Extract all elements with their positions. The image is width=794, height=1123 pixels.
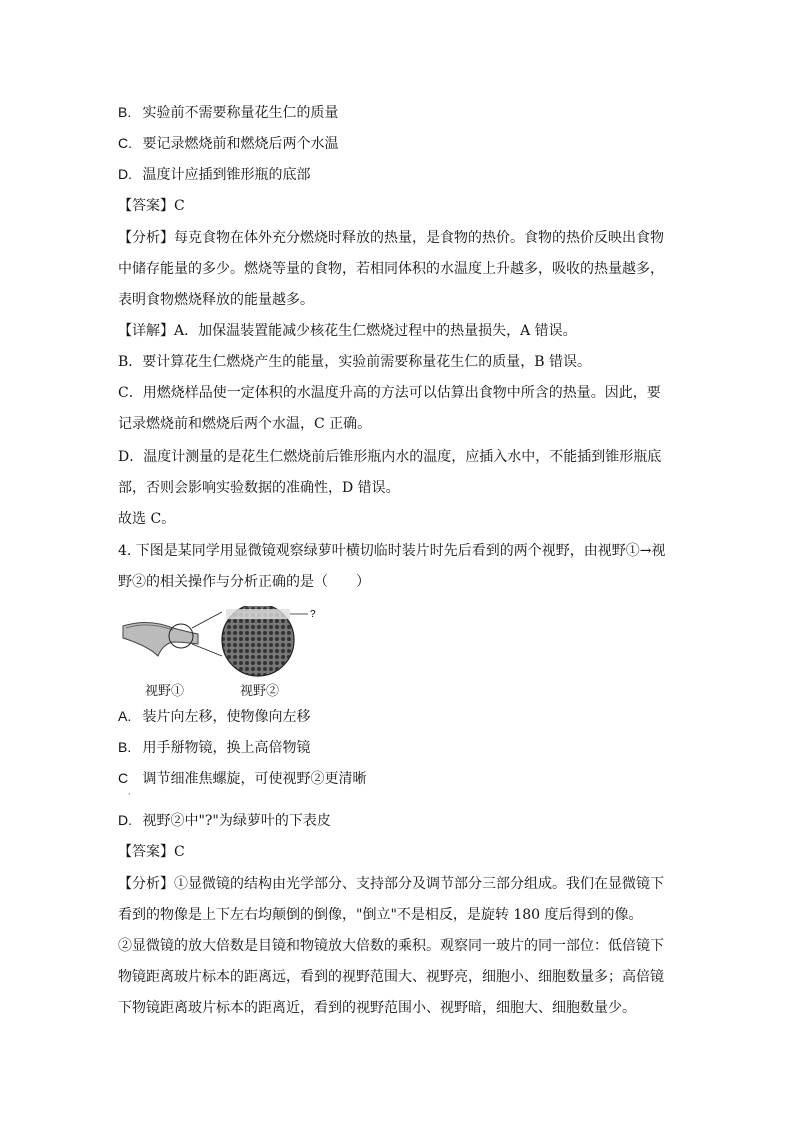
option-key: A. [118,708,132,724]
detail-1-line: 【详解】A．加保温装置能减少核花生仁燃烧过程中的热量损失，A 错误。 [118,323,577,339]
option-d [118,164,310,185]
option-text: 要记录燃烧前和燃烧后两个水温 [142,136,339,152]
detail-1-line: 部，否则会影响实验数据的准确性，D 错误。 [118,480,400,496]
leaf-section-view1 [123,612,222,656]
option-b [118,102,338,123]
option-text: 调节细准焦螺旋，可使视野②更清晰 [142,771,367,787]
label-view2: 视野② [240,684,280,699]
answer-1: 【答案】C [118,198,185,214]
option-text: 实验前不需要称量花生仁的质量 [142,105,339,121]
option-text: 用手掰物镜，换上高倍物镜 [142,740,311,756]
analysis-2-line: 物镜距离玻片标本的距离远，看到的视野范围大、视野亮，细胞小、细胞数量多；高倍镜 [118,969,664,985]
detail-1-line: B．要计算花生仁燃烧产生的能量，实验前需要称量花生仁的质量，B 错误。 [118,354,592,370]
question-4-line: 4. 下图是某同学用显微镜观察绿萝叶横切临时装片时先后看到的两个视野，由视野①→视 [118,543,666,559]
detail-1-line: C．用燃烧样品使一定体积的水温度升高的方法可以估算出食物中所含的热量。因此，要 [118,385,661,401]
option-key: C [118,770,129,786]
analysis-1-line: 中储存能量的多少。燃烧等量的食物，若相同体积的水温度上升越多，吸收的热量越多， [118,261,664,277]
question-mark: ? [310,609,316,620]
answer-2: 【答案】C [118,844,185,860]
q4-option-d [118,810,331,831]
analysis-2-line: 看到的物像是上下左右均颠倒的倒像，"倒立"不是相反，是旋转 180 度后得到的像。 [118,907,643,923]
option-key: B. [118,739,132,755]
analysis-2-line: 【分析】①显微镜的结构由光学部分、支持部分及调节部分三部分组成。我们在显微镜下 [118,876,664,892]
detail-1-line: D．温度计测量的是花生仁燃烧前后锥形瓶内水的温度，应插入水中，不能插到锥形瓶底 [118,449,662,465]
detail-1-line: 故选 C。 [118,511,176,527]
option-text: 装片向左移，使物像向左移 [142,709,311,725]
stray-dot: · [128,790,131,799]
q4-option-a [118,706,310,727]
option-key: B. [118,104,132,120]
analysis-2-line: ②显微镜的放大倍数是目镜和物镜放大倍数的乘积。观察同一玻片的同一部位：低倍镜下 [118,938,664,954]
magnified-view2 [222,606,308,676]
option-text: 温度计应插到锥形瓶的底部 [142,167,311,183]
option-text: 视野②中"?"为绿萝叶的下表皮 [142,813,331,829]
option-key: D. [118,812,132,828]
detail-1-line: 记录燃烧前和燃烧后两个水温，C 正确。 [118,416,372,432]
option-key: D. [118,166,132,182]
option-c [118,133,338,154]
question-4-line: 野②的相关操作与分析正确的是（ ） [118,574,370,590]
option-key: C. [118,135,132,151]
q4-option-b [118,737,310,758]
analysis-1-line: 表明食物燃烧释放的能量越多。 [118,292,314,308]
analysis-1-line: 【分析】每克食物在体外充分燃烧时释放的热量，是食物的热价。食物的热价反映出食物 [118,230,664,246]
label-view1: 视野① [145,684,185,699]
analysis-2-line: 下物镜距离玻片标本的距离近，看到的视野范围小、视野暗，细胞大、细胞数量少。 [118,1000,636,1016]
q4-option-c [118,768,366,789]
